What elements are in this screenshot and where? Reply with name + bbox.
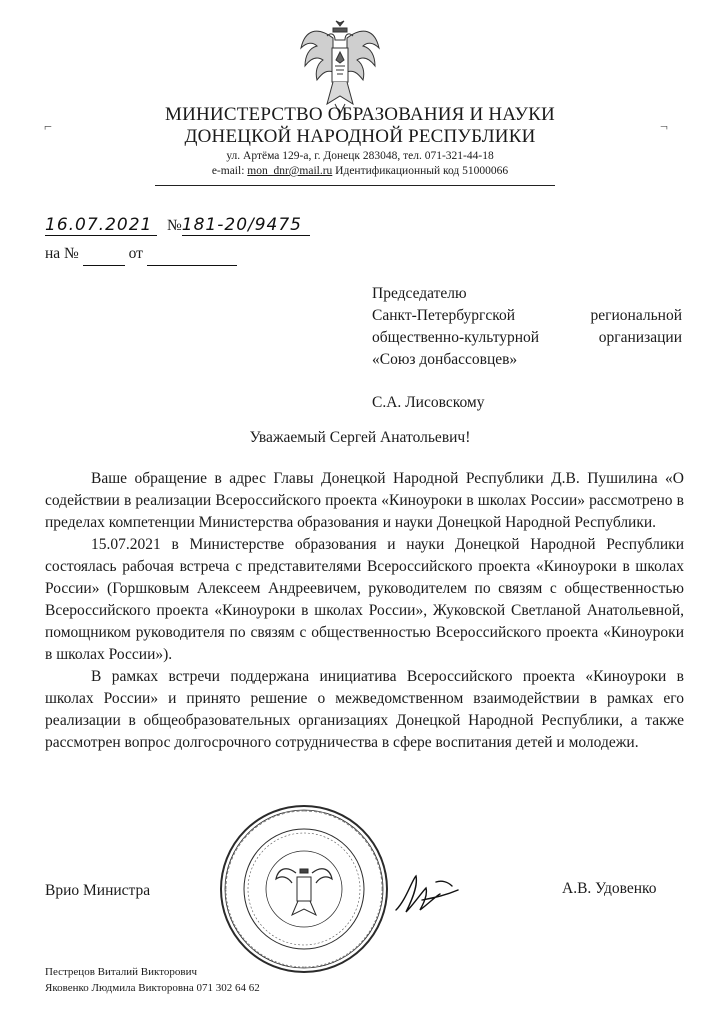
email-label: e-mail: bbox=[211, 165, 248, 177]
paragraph: В рамках встречи поддержана инициатива Всероссийского проекта «Киноуроки в школах России» и принято решение о межведомственном взаимодействии в рамках его реализации в общеобразовательных организациях Донецкой Народной Республики, а также рассмотрен вопрос долгосрочного сотрудничества в сфере воспитания детей и молодежи. bbox=[45, 668, 684, 751]
outgoing-reference bbox=[45, 215, 310, 236]
letterhead-divider bbox=[155, 185, 555, 186]
reply-from-label: от bbox=[128, 245, 143, 262]
signatory-name: А.В. Удовенко bbox=[562, 880, 657, 897]
official-seal-icon bbox=[218, 803, 390, 975]
greeting: Уважаемый Сергей Анатольевич! bbox=[249, 429, 471, 446]
email-link[interactable]: mon_dnr@mail.ru bbox=[247, 165, 333, 177]
handwritten-signature-icon bbox=[392, 870, 462, 918]
outgoing-date: 16.07.2021 bbox=[45, 215, 157, 236]
ministry-name-line2: ДОНЕЦКОЙ НАРОДНОЙ РЕСПУБЛИКИ bbox=[184, 126, 536, 147]
coat-of-arms-icon bbox=[297, 18, 383, 118]
addressee-name: С.А. Лисовскому bbox=[372, 394, 485, 411]
signatory-position: Врио Министра bbox=[45, 882, 151, 899]
ministry-contacts bbox=[0, 165, 720, 177]
paragraph: Ваше обращение в адрес Главы Донецкой Народной Республики Д.В. Пушилина «О содействии в реализации Всероссийского проекта «Киноуроки в школах России» рассмотрено в пределах компетенции Министерства образования и науки Донецкой Народной Республики. bbox=[45, 470, 684, 531]
addressee-line: общественно-культурной организации bbox=[372, 329, 682, 346]
number-sign: № bbox=[167, 217, 182, 234]
reply-date-blank bbox=[147, 243, 237, 266]
reply-reference bbox=[45, 243, 237, 266]
paragraph: 15.07.2021 в Министерстве образования и науки Донецкой Народной Республики состоялась рабочая встреча с представителями Всероссийского проекта «Киноуроки в школах России» (Горшковым Алексеем Андреевичем, руководителем по связям с общественностью Всероссийского проекта «Киноуроки в школах России», Жуковской Светланой Анатольевной, помощником руководителя по связям с общественностью Всероссийского проекта «Киноуроки в школах России»). bbox=[45, 536, 684, 663]
reply-number-blank bbox=[83, 243, 125, 266]
addressee-line: Санкт-Петербургской региональной bbox=[372, 307, 682, 324]
addressee-block bbox=[372, 283, 682, 414]
corner-mark: ⌐ bbox=[44, 120, 52, 135]
reply-number-label: на № bbox=[45, 245, 79, 262]
addressee-line: Председателю bbox=[372, 285, 467, 302]
executor-line: Пестрецов Виталий Викторович bbox=[45, 966, 197, 978]
letter-body bbox=[45, 468, 684, 754]
executor-line: Яковенко Людмила Викторовна 071 302 64 62 bbox=[45, 982, 260, 994]
corner-mark: ¬ bbox=[660, 120, 668, 135]
outgoing-number: 181-20/9475 bbox=[182, 215, 310, 236]
addressee-line: «Союз донбассовцев» bbox=[372, 351, 518, 368]
id-code: Идентификационный код 51000066 bbox=[332, 165, 509, 177]
ministry-name-line1: МИНИСТЕРСТВО ОБРАЗОВАНИЯ И НАУКИ bbox=[165, 104, 555, 125]
ministry-address: ул. Артёма 129-а, г. Донецк 283048, тел. 071-321-44-18 bbox=[226, 150, 494, 162]
